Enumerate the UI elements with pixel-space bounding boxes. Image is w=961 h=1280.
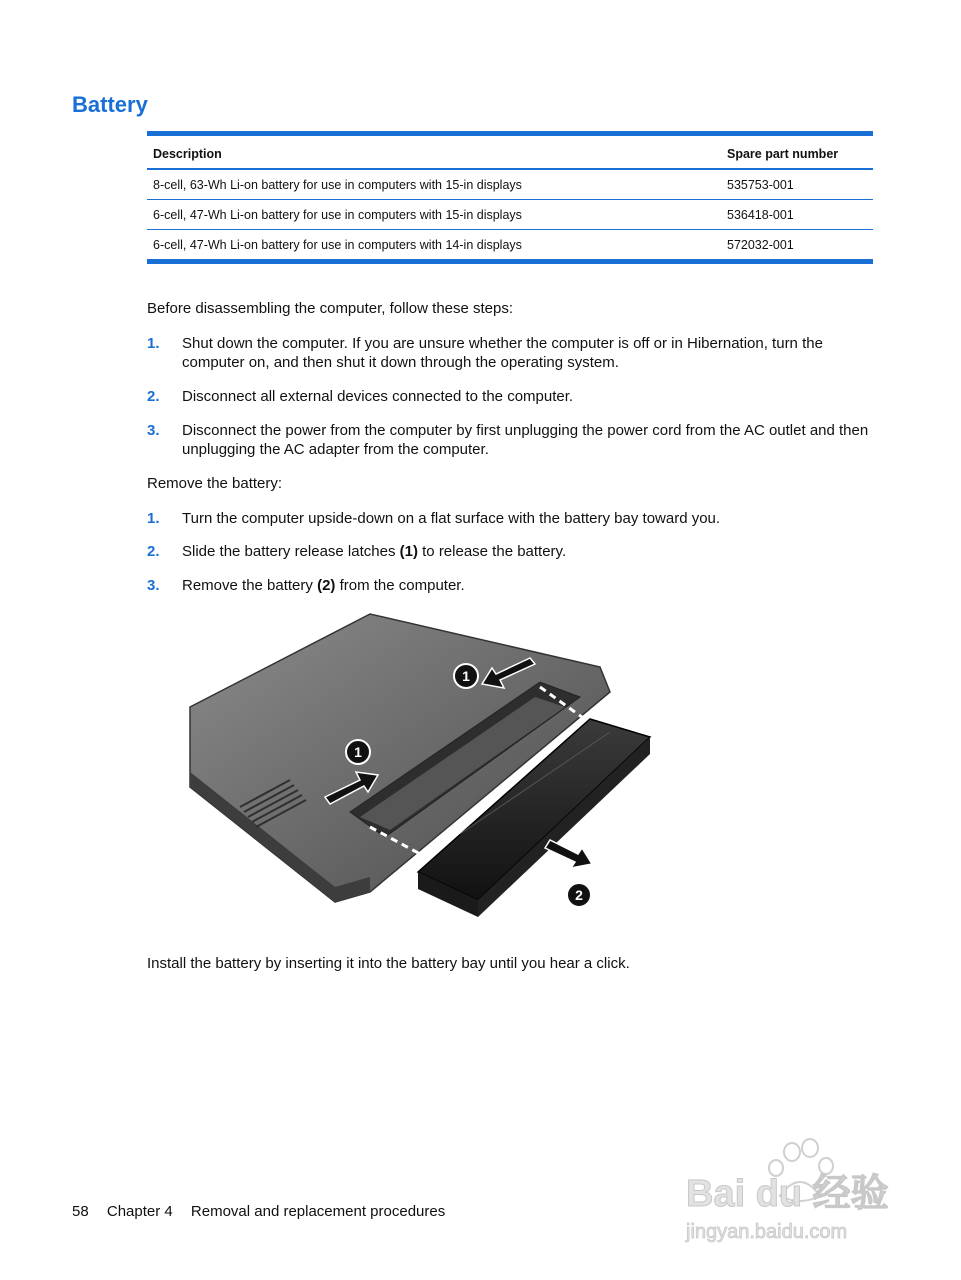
- callout-1-right: [454, 664, 478, 688]
- page-number: 58: [72, 1203, 89, 1220]
- remove-step-1: [147, 509, 873, 528]
- step-number: 1.: [147, 335, 160, 352]
- battery-removal-illustration: [180, 612, 680, 922]
- step-text-post: to release the battery.: [417, 543, 567, 560]
- remove-step-3: [147, 576, 873, 595]
- remove-intro: Remove the battery:: [147, 475, 283, 492]
- step-text-pre: Remove the battery: [182, 577, 318, 594]
- step-text: Turn the computer upside-down on a flat surface with the battery bay toward you.: [182, 510, 721, 527]
- header-spare-part-number: Spare part number: [727, 146, 839, 161]
- step-text: [182, 576, 873, 595]
- table-header-row: [147, 134, 873, 170]
- row-part-number: 572032-001: [721, 230, 873, 262]
- table-row: [147, 169, 873, 200]
- step-text: [182, 542, 873, 561]
- page-title: Battery: [72, 92, 148, 117]
- callout-label: 1: [462, 668, 470, 684]
- baidu-jingyan-watermark: [680, 1138, 910, 1248]
- table-row: [147, 230, 873, 262]
- before-step-2: [147, 387, 873, 406]
- callout-1-left: [346, 740, 370, 764]
- callout-label: 1: [354, 744, 362, 760]
- before-intro: Before disassembling the computer, follow these steps:: [147, 300, 514, 317]
- before-step-1: [147, 334, 873, 372]
- step-text: Disconnect all external devices connected to the computer.: [182, 388, 574, 405]
- chapter-title: Removal and replacement procedures: [190, 1203, 446, 1220]
- step-number: 1.: [147, 510, 160, 527]
- table-row: [147, 200, 873, 230]
- step-number: 2.: [147, 543, 160, 560]
- row-part-number: 536418-001: [721, 200, 873, 230]
- step-text: Disconnect the power from the computer by first unplugging the power cord from the AC outlet and then unplugging the AC adapter from the computer.: [182, 422, 869, 458]
- install-instruction: Install the battery by inserting it into the battery bay until you hear a click.: [147, 955, 630, 972]
- step-number: 3.: [147, 422, 160, 439]
- callout-ref: (1): [399, 543, 418, 560]
- page-footer: [72, 1203, 459, 1220]
- row-description: 6-cell, 47-Wh Li-on battery for use in computers with 15-in displays: [147, 200, 721, 230]
- callout-ref: (2): [317, 577, 336, 594]
- spare-parts-table: [147, 131, 873, 264]
- step-text-post: from the computer.: [335, 577, 465, 594]
- callout-label: 2: [575, 887, 583, 903]
- watermark-logo-text: Bai du 经验: [686, 1173, 889, 1215]
- before-step-3: [147, 421, 873, 459]
- step-text: Shut down the computer. If you are unsure whether the computer is off or in Hibernation, turn the computer on, and then shut it down through the operating system.: [182, 335, 823, 371]
- remove-step-2: [147, 542, 873, 561]
- header-description: Description: [153, 146, 222, 161]
- step-text-pre: Slide the battery release latches: [182, 543, 400, 560]
- battery-arrow: [545, 840, 592, 868]
- step-number: 3.: [147, 577, 160, 594]
- callout-2: [567, 883, 591, 907]
- step-number: 2.: [147, 388, 160, 405]
- row-description: 8-cell, 63-Wh Li-on battery for use in computers with 15-in displays: [147, 169, 721, 200]
- row-description: 6-cell, 47-Wh Li-on battery for use in computers with 14-in displays: [147, 230, 721, 262]
- row-part-number: 535753-001: [721, 169, 873, 200]
- chapter-label: Chapter 4: [106, 1203, 173, 1220]
- watermark-url: jingyan.baidu.com: [686, 1221, 848, 1243]
